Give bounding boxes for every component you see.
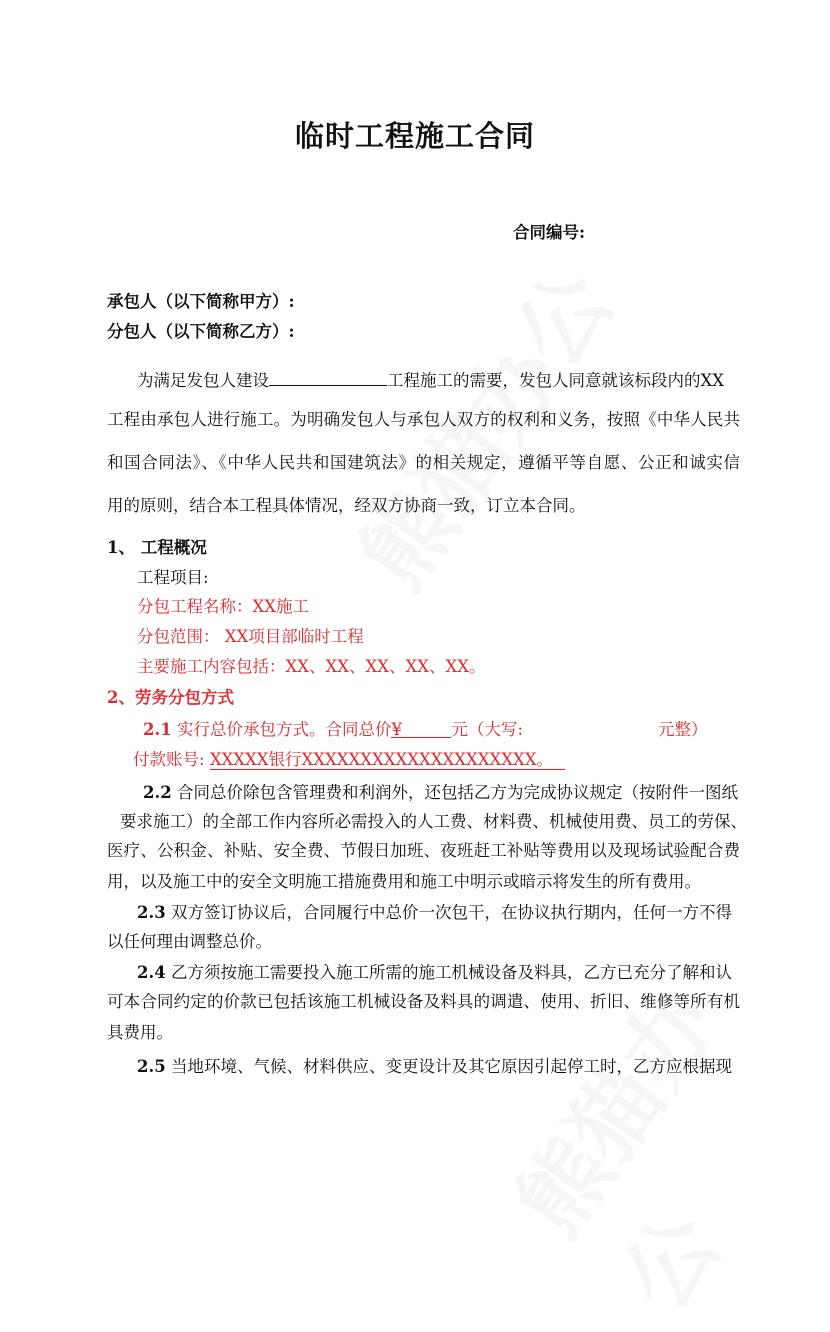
party-b: 分包人（以下简称乙方）: bbox=[107, 322, 295, 341]
clause-2-3: 2.3 双方签订协议后，合同履行中总价一次包干，在协议执行期内，任何一方不得 bbox=[137, 903, 732, 922]
page-title: 临时工程施工合同 bbox=[294, 119, 535, 153]
clause-line: 用，以及施工中的安全文明施工措施费用和施工中明示或暗示将发生的所有费用。 bbox=[107, 872, 701, 891]
intro-line: 工程由承包人进行施工。为明确发包人与承包人双方的权利和义务，按照《中华人民共 bbox=[107, 410, 740, 429]
clause-2-2: 2.2 合同总价除包含管理费和利润外，还包括乙方为完成协议规定（按附件一图纸 bbox=[143, 783, 738, 802]
blank-field bbox=[269, 367, 387, 386]
subcontract-scope: 分包范围： XX项目部临时工程 bbox=[137, 627, 364, 646]
price-field: ¥ bbox=[391, 719, 451, 738]
intro-line: 和国合同法》、《中华人民共和国建筑法》的相关规定，遵循平等自愿、公正和诚实信 bbox=[107, 453, 740, 472]
clause-line: 要求施工）的全部工作内容所必需投入的人工费、材料费、机械使用费、员工的劳保、 bbox=[120, 812, 747, 831]
clause-line: 医疗、公积金、补贴、安全费、节假日加班、夜班赶工补贴等费用以及现场试验配合费 bbox=[107, 841, 740, 860]
intro-line: 为满足发包人建设 工程施工的需要，发包人同意就该标段内的XX bbox=[137, 367, 724, 392]
main-content: 主要施工内容包括：XX、XX、XX、XX、XX。 bbox=[137, 657, 486, 676]
party-a: 承包人（以下简称甲方）: bbox=[107, 292, 295, 311]
clause-line: 以任何理由调整总价。 bbox=[107, 932, 272, 951]
clause-2-5: 2.5 当地环境、气候、材料供应、变更设计及其它原因引起停工时，乙方应根据现 bbox=[137, 1057, 732, 1076]
section-heading: 1、 工程概况 bbox=[107, 538, 207, 557]
watermark bbox=[480, 928, 830, 1331]
project-label: 工程项目: bbox=[137, 568, 209, 587]
clause-2-1: 2.1 实行总价承包方式。合同总价¥ 元（大写: 元整） bbox=[143, 720, 708, 739]
subcontract-name: 分包工程名称：XX施工 bbox=[137, 597, 309, 616]
clause-2-4: 2.4 乙方须按施工需要投入施工所需的施工机械设备及料具，乙方已充分了解和认 bbox=[137, 963, 732, 982]
section-heading: 2、劳务分包方式 bbox=[107, 688, 234, 707]
payment-account: 付款账号: XXXXX银行XXXXXXXXXXXXXXXXXXXX。 bbox=[133, 749, 565, 771]
contract-number-label: 合同编号: bbox=[513, 223, 586, 242]
clause-line: 具费用。 bbox=[107, 1023, 173, 1042]
clause-line: 可本合同约定的价款已包括该施工机械设备及料具的调遣、使用、折旧、维修等所有机 bbox=[107, 992, 740, 1011]
intro-line: 用的原则，结合本工程具体情况，经双方协商一致，订立本合同。 bbox=[107, 496, 586, 515]
